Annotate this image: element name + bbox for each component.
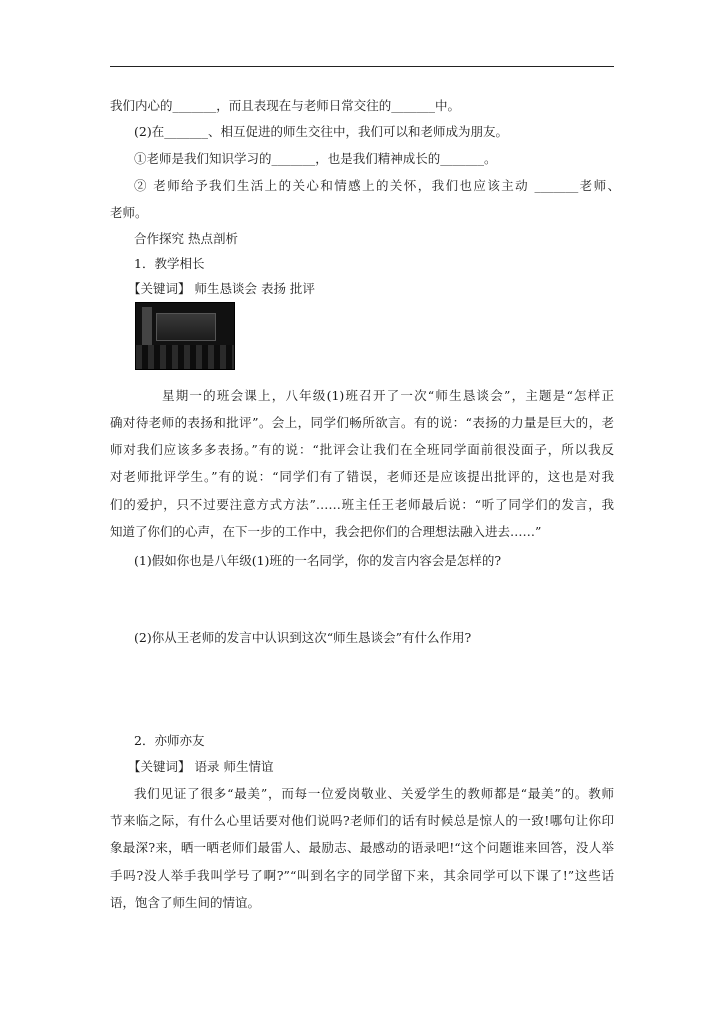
fill-blank-line-1: 我们内心的_______，而且表现在与老师日常交往的_______中。 xyxy=(110,98,461,113)
question-1: (1)假如你也是八年级(1)班的一名同学，你的发言内容会是怎样的? xyxy=(134,553,502,568)
fill-blank-line-3: ①老师是我们知识学习的_______，也是我们精神成长的_______。 xyxy=(134,151,497,166)
students-silhouette xyxy=(136,345,234,369)
case-paragraph-line-6: 知道了你们的心声，在下一步的工作中，我会把你们的合理想法融入进去……” xyxy=(110,524,542,539)
topic-1-title: 1．教学相长 xyxy=(134,256,205,271)
window-light-shape xyxy=(142,307,152,347)
class-meeting-photo xyxy=(135,302,235,370)
fill-blank-line-5: 老师。 xyxy=(110,205,148,220)
section-title: 合作探究 热点剖析 xyxy=(134,231,238,246)
fill-blank-line-4: ② 老师给予我们生活上的关心和情感上的关怀，我们也应该主动 _______老师、 xyxy=(134,178,620,193)
case-paragraph-line-5: 们的爱护，只不过要注意方式方法”……班主任王老师最后说：“听了同学们的发言，我 xyxy=(110,497,614,512)
blackboard-shape xyxy=(156,313,216,341)
topic-2-keywords: 【关键词】 语录 师生情谊 xyxy=(128,759,274,774)
case-paragraph-line-1: 星期一的班会课上，八年级(1)班召开了一次“师生恳谈会”，主题是“怎样正 xyxy=(162,388,614,403)
topic-2-title: 2．亦师亦友 xyxy=(134,733,205,748)
case-paragraph-line-4: 对老师批评学生。”有的说：“同学们有了错误，老师还是应该提出批评的，这也是对我 xyxy=(110,469,614,484)
quote-paragraph-line-4: 手吗?没人举手我叫学号了啊?”“叫到名字的同学留下来，其余同学可以下课了!”这些话 xyxy=(110,868,614,883)
header-rule xyxy=(110,66,614,67)
case-paragraph-line-3: 师对我们应该多多表扬。”有的说：“批评会让我们在全班同学面前很没面子，所以我反 xyxy=(110,442,614,457)
fill-blank-line-2: (2)在_______、相互促进的师生交往中，我们可以和老师成为朋友。 xyxy=(134,124,508,139)
quote-paragraph-line-1: 我们见证了很多“最美”，而每一位爱岗敬业、关爱学生的教师都是“最美”的。教师 xyxy=(134,786,614,801)
quote-paragraph-line-5: 语，饱含了师生间的情谊。 xyxy=(110,895,261,910)
quote-paragraph-line-2: 节来临之际，有什么心里话要对他们说吗?老师们的话有时候总是惊人的一致!哪句让你印 xyxy=(110,813,614,828)
case-paragraph-line-2: 确对待老师的表扬和批评”。会上，同学们畅所欲言。有的说：“表扬的力量是巨大的，老 xyxy=(110,415,614,430)
topic-1-keywords: 【关键词】 师生恳谈会 表扬 批评 xyxy=(128,281,315,296)
quote-paragraph-line-3: 象最深?来，晒一晒老师们最雷人、最励志、最感动的语录吧!“这个问题谁来回答，没人举 xyxy=(110,840,614,855)
question-2: (2)你从王老师的发言中认识到这次“师生恳谈会”有什么作用? xyxy=(134,630,472,645)
